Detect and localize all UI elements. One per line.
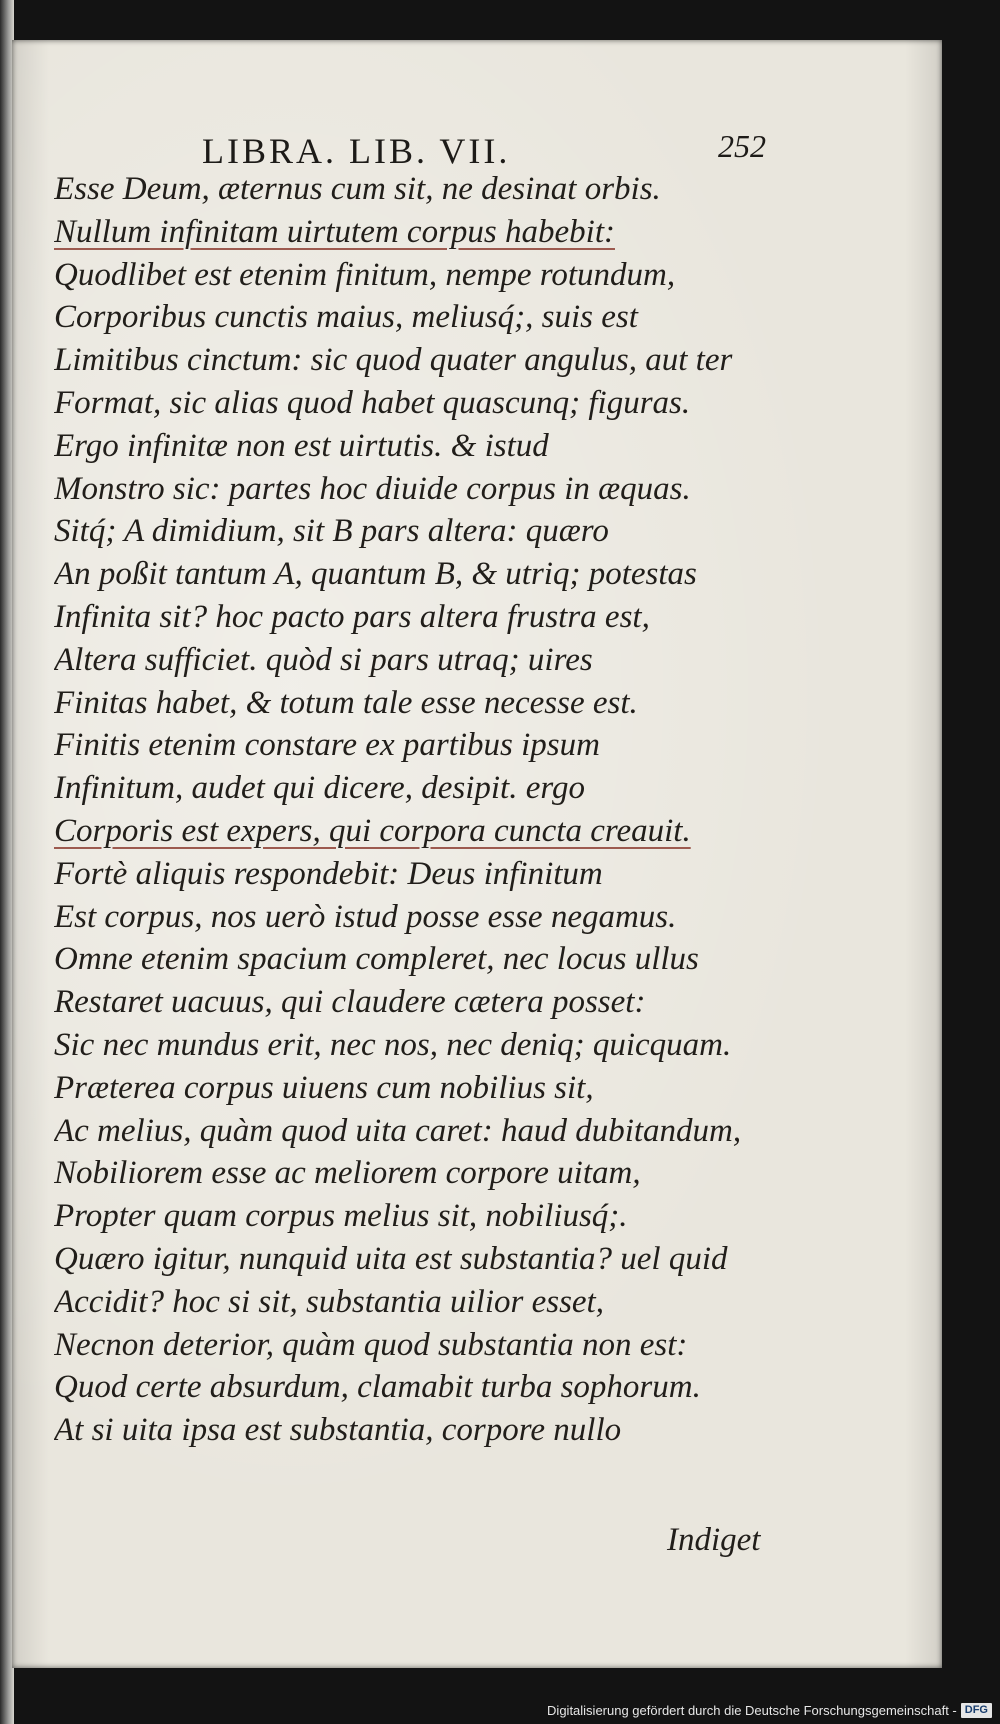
verse-line: Fortè aliquis respondebit: Deus infinitum [54,855,603,892]
verse-line: Format, sic alias quod habet quascunq; figuras. [54,384,691,421]
verse-line: Finitis etenim constare ex partibus ipsum [54,727,600,764]
verse-line: Propter quam corpus melius sit, nobiliusq́;. [54,1198,628,1235]
verse-line: Quod certe absurdum, clamabit turba sophorum. [54,1369,701,1406]
scanned-page [12,40,942,1668]
verse-line: Esse Deum, æternus cum sit, ne desinat orbis. [54,171,661,207]
verse-line: Sitq́; A dimidium, sit B pars altera: quæro [54,513,609,550]
verse-line: Infinita sit? hoc pacto pars altera frustra est, [54,598,650,635]
verse-line: Infinitum, audet qui dicere, desipit. ergo [54,770,585,807]
verse-line: Monstro sic: partes hoc diuide corpus in æquas. [54,470,691,507]
page-number: 252 [718,128,766,164]
verse-line: Corporis est expers, qui corpora cuncta creauit. [54,812,691,849]
digitization-credit [547,1700,992,1720]
verse-line: Quodlibet est etenim finitum, nempe rotundum, [54,256,676,293]
verse-line: Altera sufficiet. quòd si pars utraq; uires [54,641,593,678]
verse-line: Ergo infinitæ non est uirtutis. & istud [54,427,549,464]
verse-line: Limitibus cinctum: sic quod quater angulus, aut ter [54,342,733,379]
verse-line: Nobiliorem esse ac meliorem corpore uitam, [54,1155,641,1192]
verse-line: Præterea corpus uiuens cum nobilius sit, [54,1069,594,1106]
catchword: Indiget [667,1522,761,1558]
verse-line: Nullum infinitam uirtutem corpus habebit: [54,213,615,250]
verse-line: Accidit? hoc si sit, substantia uilior esset, [54,1283,604,1320]
dfg-logo-icon: DFG [961,1703,992,1718]
verse-line: Omne etenim spacium compleret, nec locus ullus [54,941,699,978]
verse-line: Est corpus, nos uerò istud posse esse negamus. [54,898,677,935]
verse-line: Finitas habet, & totum tale esse necesse est. [54,684,638,721]
running-head: LIBRA. LIB. VII. [202,131,511,171]
credit-text: Digitalisierung gefördert durch die Deutsche Forschungsgemeinschaft - [547,1702,957,1718]
verse-line: An poßit tantum A, quantum B, & utriq; potestas [54,556,697,593]
verse-line: Corporibus cunctis maius, meliusq́;, suis est [54,299,638,336]
verse-line: Restaret uacuus, qui claudere cætera posset: [54,984,646,1021]
verse-line: Ac melius, quàm quod uita caret: haud dubitandum, [54,1112,742,1149]
page-header [12,122,942,174]
verse-line: Necnon deterior, quàm quod substantia non est: [54,1326,688,1363]
verse-line: Quæro igitur, nunquid uita est substantia? uel quid [54,1240,728,1277]
verse-text [54,168,914,1452]
verse-line: At si uita ipsa est substantia, corpore nullo [54,1412,622,1449]
verse-line: Sic nec mundus erit, nec nos, nec deniq; quicquam. [54,1026,732,1063]
